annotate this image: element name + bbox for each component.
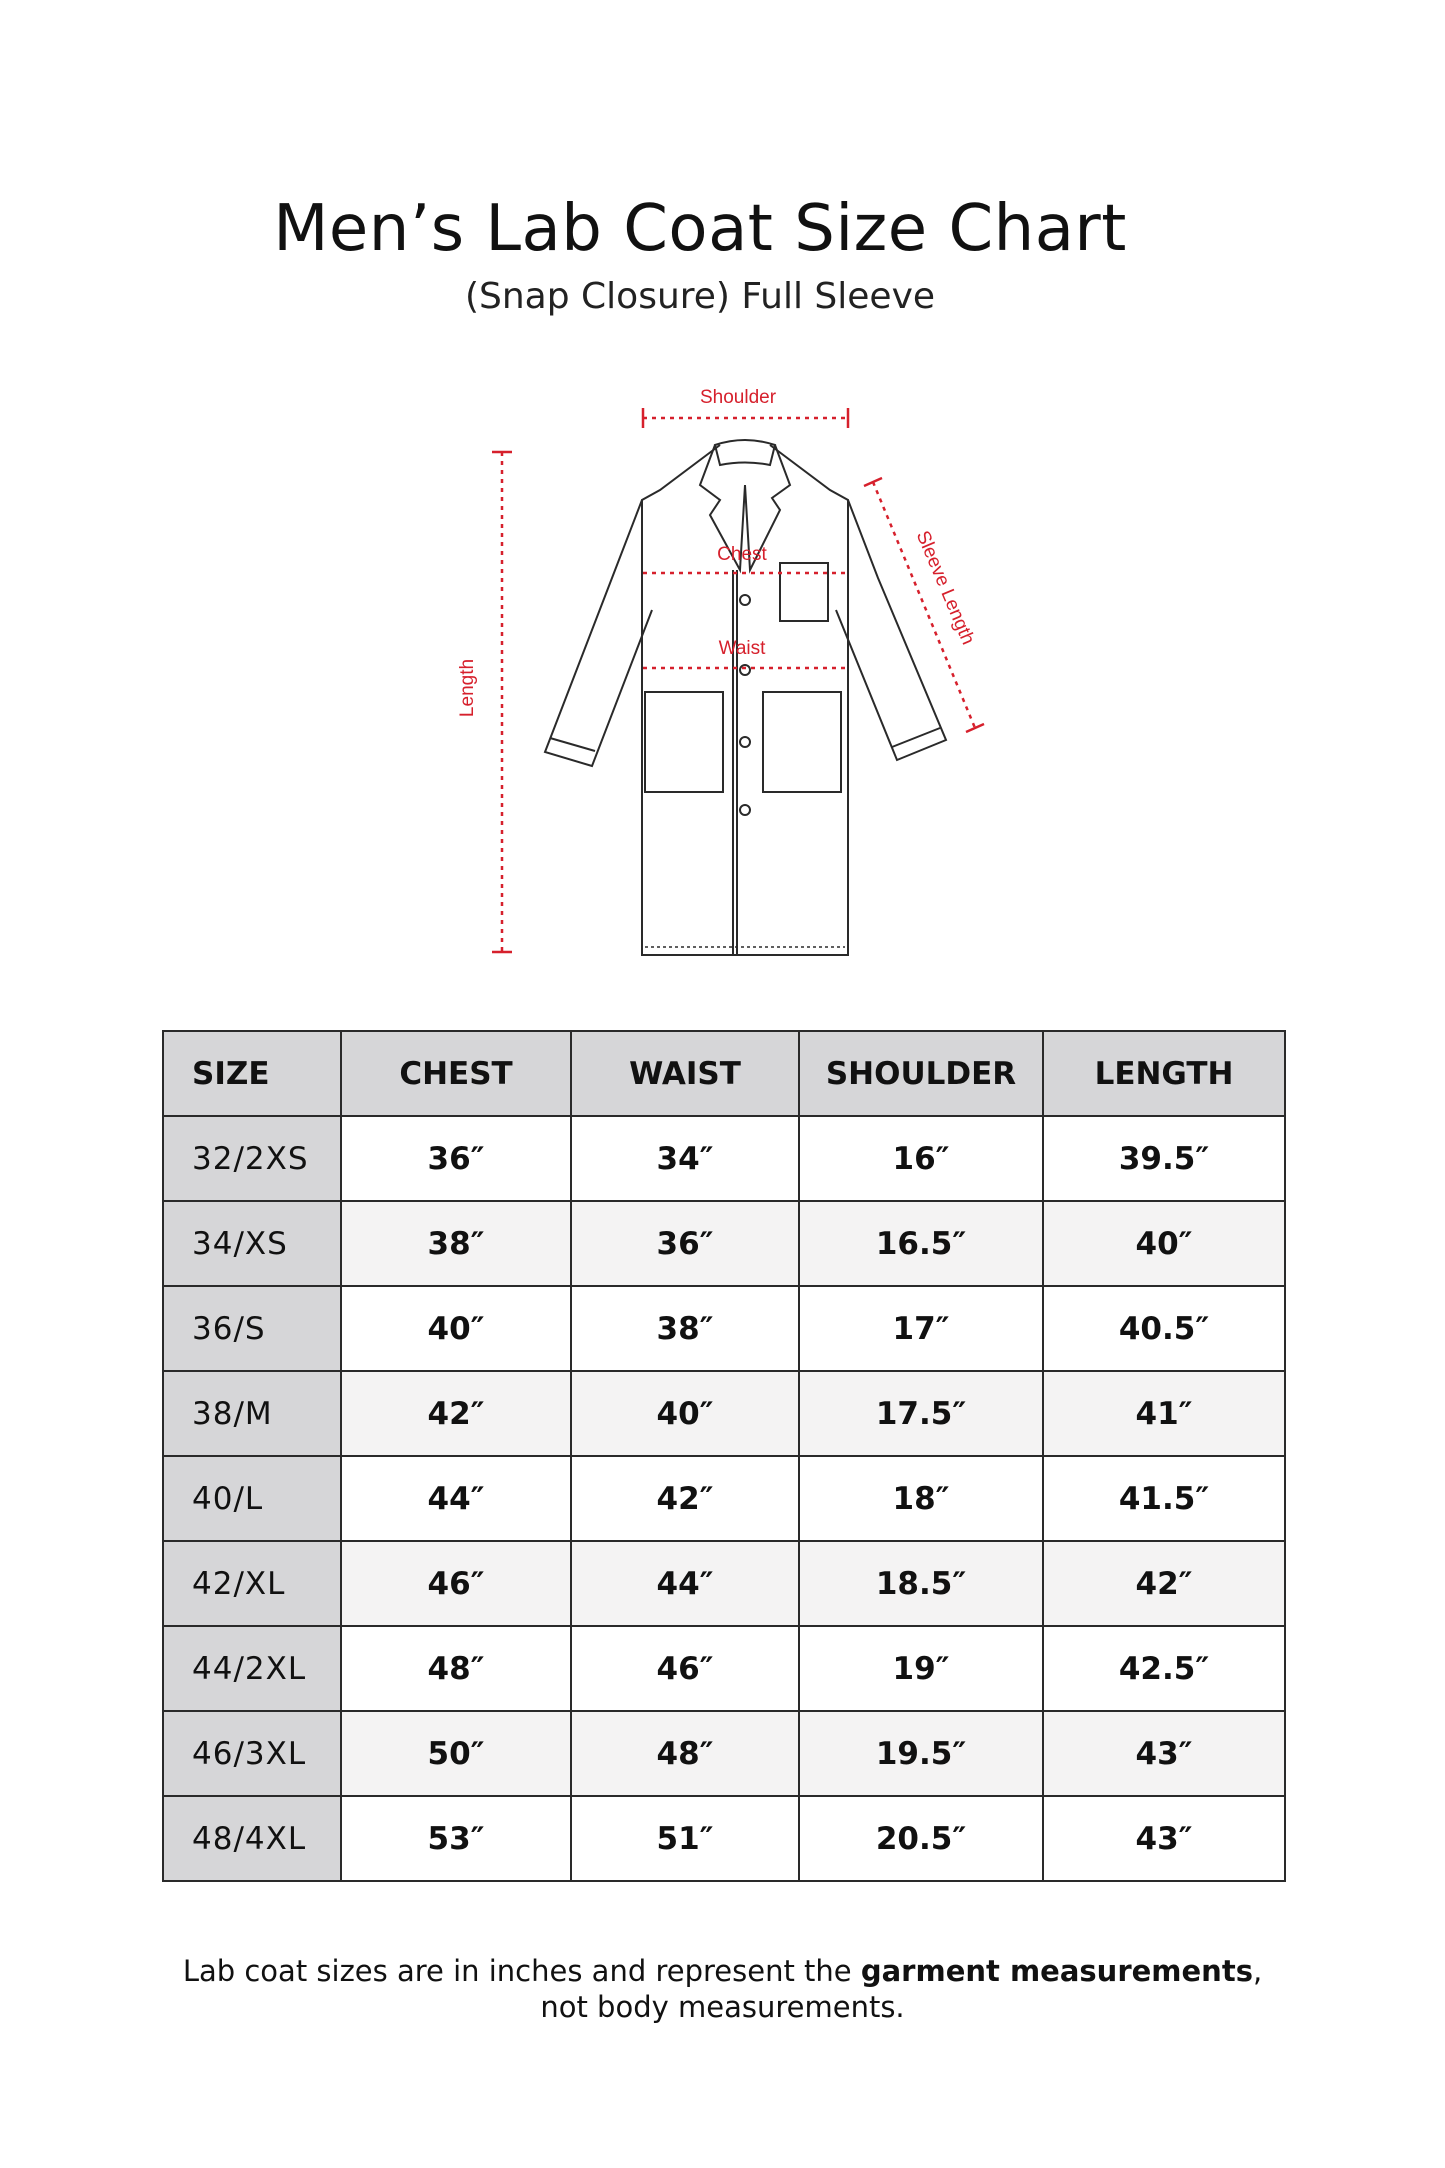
chest-cell: 50″	[341, 1711, 571, 1796]
footnote	[0, 1953, 1445, 2025]
size-cell: 48/4XL	[163, 1796, 341, 1881]
measurement-guides	[502, 418, 975, 952]
header-shoulder: SHOULDER	[799, 1031, 1043, 1116]
header-waist: WAIST	[571, 1031, 799, 1116]
chest-label: Chest	[717, 544, 767, 565]
length-cell: 40″	[1043, 1201, 1285, 1286]
size-cell: 46/3XL	[163, 1711, 341, 1796]
header-length: LENGTH	[1043, 1031, 1285, 1116]
lab-coat-diagram	[0, 370, 1445, 970]
lab-coat-outline	[545, 440, 946, 955]
table-row	[163, 1796, 1285, 1881]
table-row	[163, 1711, 1285, 1796]
footnote-emphasis: garment measurements	[860, 1954, 1253, 1988]
chest-cell: 38″	[341, 1201, 571, 1286]
size-cell: 38/M	[163, 1371, 341, 1456]
footnote-text: Lab coat sizes are in inches and represent the	[182, 1954, 861, 1988]
size-cell: 36/S	[163, 1286, 341, 1371]
size-table	[162, 1030, 1286, 1882]
length-cell: 40.5″	[1043, 1286, 1285, 1371]
size-cell: 34/XS	[163, 1201, 341, 1286]
table-row	[163, 1626, 1285, 1711]
footnote-line2: not body measurements.	[540, 1990, 905, 2024]
chest-cell: 46″	[341, 1541, 571, 1626]
page-subtitle: (Snap Closure) Full Sleeve	[464, 276, 936, 317]
shoulder-cell: 19″	[799, 1626, 1043, 1711]
table-row	[163, 1201, 1285, 1286]
sleeve-length-label: Sleeve Length	[911, 527, 979, 648]
chest-cell: 44″	[341, 1456, 571, 1541]
length-cell: 42.5″	[1043, 1626, 1285, 1711]
shoulder-cell: 19.5″	[799, 1711, 1043, 1796]
shoulder-cell: 17″	[799, 1286, 1043, 1371]
waist-cell: 44″	[571, 1541, 799, 1626]
waist-cell: 46″	[571, 1626, 799, 1711]
waist-cell: 40″	[571, 1371, 799, 1456]
footnote-comma: ,	[1252, 1954, 1263, 1988]
shoulder-label: Shoulder	[699, 387, 777, 408]
size-cell: 40/L	[163, 1456, 341, 1541]
table-row	[163, 1286, 1285, 1371]
table-row	[163, 1456, 1285, 1541]
length-label: Length	[457, 658, 478, 718]
chest-cell: 42″	[341, 1371, 571, 1456]
waist-cell: 51″	[571, 1796, 799, 1881]
length-cell: 41.5″	[1043, 1456, 1285, 1541]
header-chest: CHEST	[341, 1031, 571, 1116]
shoulder-cell: 16.5″	[799, 1201, 1043, 1286]
chest-cell: 40″	[341, 1286, 571, 1371]
table-row	[163, 1541, 1285, 1626]
shoulder-cell: 18.5″	[799, 1541, 1043, 1626]
waist-cell: 42″	[571, 1456, 799, 1541]
waist-label: Waist	[718, 638, 766, 659]
table-row	[163, 1116, 1285, 1201]
shoulder-cell: 18″	[799, 1456, 1043, 1541]
length-cell: 41″	[1043, 1371, 1285, 1456]
table-header-row	[163, 1031, 1285, 1116]
length-cell: 43″	[1043, 1796, 1285, 1881]
shoulder-cell: 17.5″	[799, 1371, 1043, 1456]
chest-cell: 53″	[341, 1796, 571, 1881]
size-cell: 32/2XS	[163, 1116, 341, 1201]
length-cell: 39.5″	[1043, 1116, 1285, 1201]
waist-cell: 36″	[571, 1201, 799, 1286]
shoulder-cell: 20.5″	[799, 1796, 1043, 1881]
length-cell: 42″	[1043, 1541, 1285, 1626]
length-cell: 43″	[1043, 1711, 1285, 1796]
chest-cell: 36″	[341, 1116, 571, 1201]
shoulder-cell: 16″	[799, 1116, 1043, 1201]
waist-cell: 34″	[571, 1116, 799, 1201]
size-cell: 42/XL	[163, 1541, 341, 1626]
waist-cell: 48″	[571, 1711, 799, 1796]
page-title: Men’s Lab Coat Size Chart	[273, 192, 1127, 266]
chest-cell: 48″	[341, 1626, 571, 1711]
table-row	[163, 1371, 1285, 1456]
size-cell: 44/2XL	[163, 1626, 341, 1711]
waist-cell: 38″	[571, 1286, 799, 1371]
header-size: SIZE	[163, 1031, 341, 1116]
